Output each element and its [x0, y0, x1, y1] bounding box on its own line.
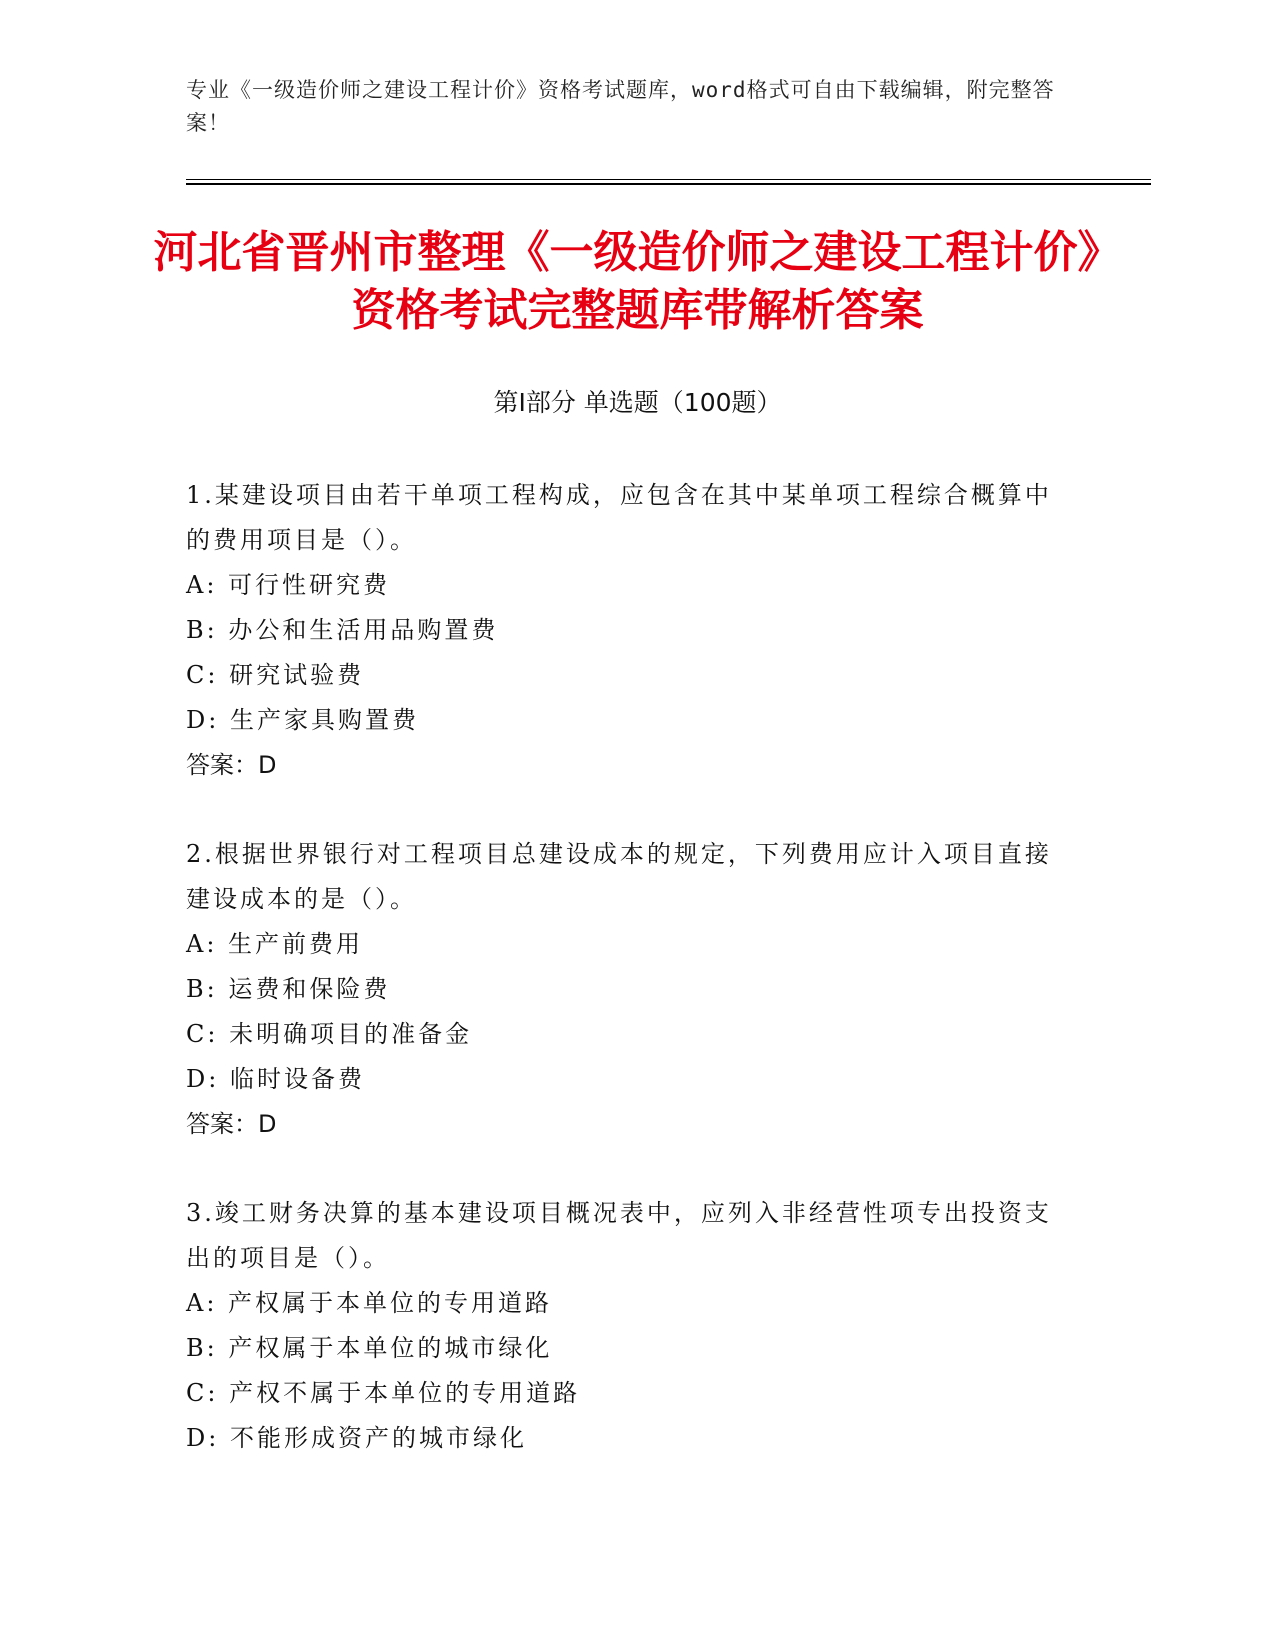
option-b: B: 办公和生活用品购置费: [186, 616, 499, 644]
option-b: B: 产权属于本单位的城市绿化: [186, 1334, 553, 1362]
option-d: D: 生产家具购置费: [186, 706, 419, 734]
option-b: B: 运费和保险费: [186, 975, 391, 1003]
question-stem: 3.竣工财务决算的基本建设项目概况表中，应列入非经营性项专出投资支出的项目是（）。: [186, 1199, 1052, 1272]
option-d: D: 临时设备费: [186, 1065, 365, 1093]
answer-line: 答案：D: [186, 1110, 277, 1138]
question-list: [186, 473, 1066, 1505]
option-c: C: 研究试验费: [186, 661, 365, 689]
option-c: C: 产权不属于本单位的专用道路: [186, 1379, 581, 1407]
answer-line: 答案：D: [186, 751, 277, 779]
header-divider-thick: [186, 183, 1151, 185]
header-divider-thin: [186, 179, 1151, 180]
section-heading: 第I部分 单选题（100题）: [493, 388, 782, 417]
question-item: [186, 1191, 1066, 1461]
option-d: D: 不能形成资产的城市绿化: [186, 1424, 527, 1452]
option-c: C: 未明确项目的准备金: [186, 1020, 473, 1048]
document-title: 河北省晋州市整理《一级造价师之建设工程计价》资格考试完整题库带解析答案: [153, 227, 1122, 336]
option-a: A: 可行性研究费: [186, 571, 391, 599]
question-stem: 1.某建设项目由若干单项工程构成，应包含在其中某单项工程综合概算中的费用项目是（）。: [186, 481, 1052, 554]
question-stem: 2.根据世界银行对工程项目总建设成本的规定，下列费用应计入项目直接建设成本的是（）。: [186, 840, 1052, 913]
header-note: 专业《一级造价师之建设工程计价》资格考试题库，word格式可自由下载编辑，附完整答案！: [186, 78, 1055, 135]
option-a: A: 产权属于本单位的专用道路: [186, 1289, 553, 1317]
question-item: [186, 473, 1066, 788]
question-item: [186, 832, 1066, 1147]
option-a: A: 生产前费用: [186, 930, 364, 958]
